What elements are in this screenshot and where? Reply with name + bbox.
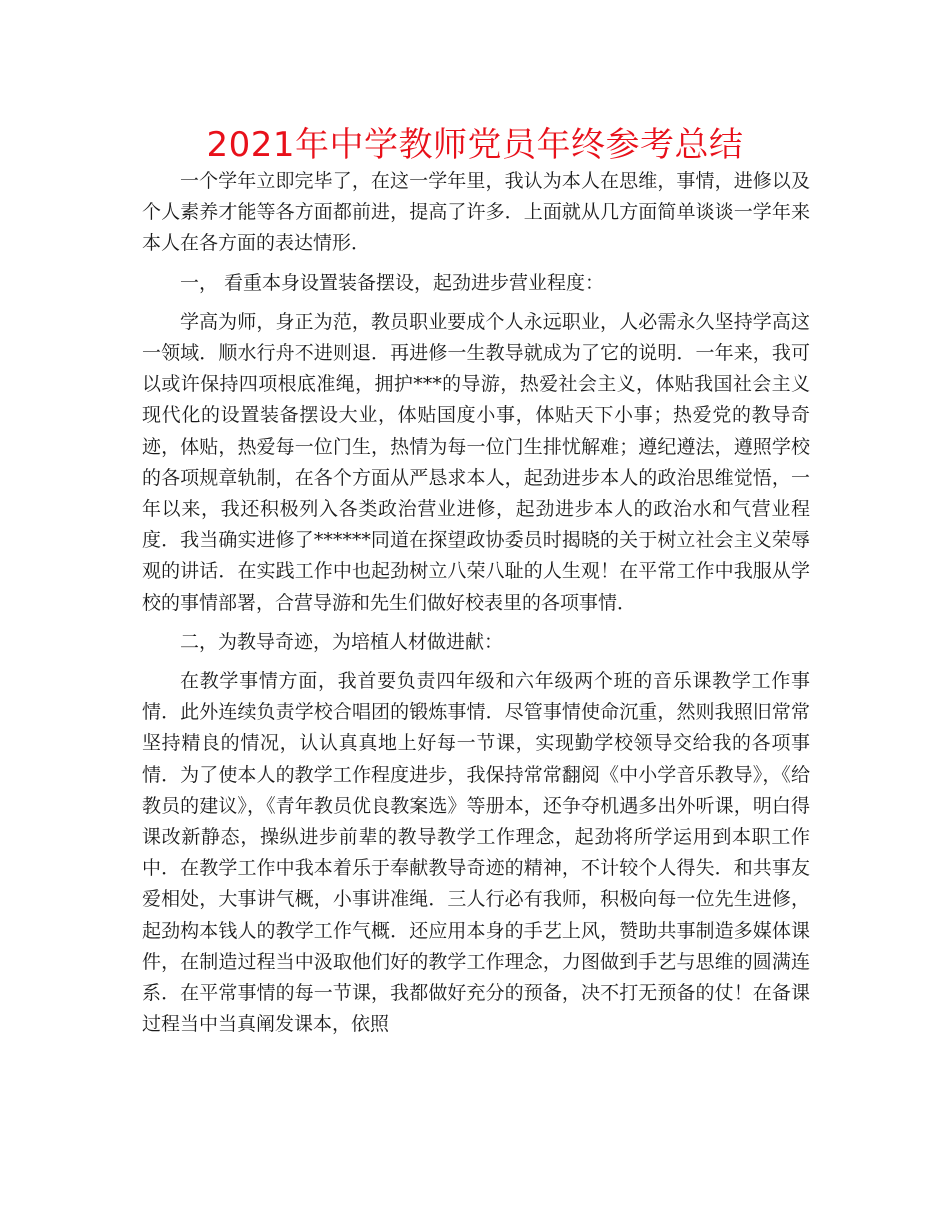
paragraph-section-1: 学高为师，身正为范，教员职业要成个人永远职业，人必需永久坚持学高这一领域．顺水行舟不进则退．再进修一生教导就成为了它的说明．一年来，我可以或许保持四项根底准绳，拥护***的导游，热爱社会主义，体贴我国社会主义现代化的设置装备摆设大业，体贴国度小事，体贴天下小事；热爱党的教导奇迹，体贴，热爱每一位门生，热情为每一位门生排忧解难；遵纪遵法，遵照学校的各项规章轨制，在各个方面从严恳求本人，起劲进步本人的政治思维觉悟，一年以来，我还积极列入各类政治营业进修，起劲进步本人的政治水和气营业程度．我当确实进修了******同道在探望政协委员时揭晓的关于树立社会主义荣辱观的讲话．在实践工作中也起劲树立八荣八耻的人生观！在平常工作中我服从学校的事情部署，合营导游和先生们做好校表里的各项事情． <box>142 310 810 614</box>
section-heading-2: 二，为教导奇迹，为培植人材做进献： <box>180 630 504 653</box>
document-title: 2021年中学教师党员年终参考总结 <box>206 125 744 165</box>
section-heading-1: 一， 看重本身设置装备摆设，起劲进步营业程度： <box>180 271 605 294</box>
paragraph-intro: 一个学年立即完毕了，在这一学年里，我认为本人在思维，事情，进修以及个人素养才能等各方面都前进，提高了许多．上面就从几方面简单谈谈一学年来本人在各方面的表达情形． <box>142 170 810 255</box>
document-body <box>142 166 810 1048</box>
paragraph-section-2: 在教学事情方面，我首要负责四年级和六年级两个班的音乐课教学工作事情．此外连续负责学校合唱团的锻炼事情．尽管事情使命沉重，然则我照旧常常坚持精良的情况，认认真真地上好每一节课，实现勤学校领导交给我的各项事情．为了使本人的教学工作程度进步，我保持常常翻阅《中小学音乐教导》，《给教员的建议》，《青年教员优良教案选》等册本，还争夺机遇多出外听课，明白得课改新静态，操纵进步前辈的教导教学工作理念，起劲将所学运用到本职工作中．在教学工作中我本着乐于奉献教导奇迹的精神，不计较个人得失．和共事友爱相处，大事讲气概，小事讲准绳．三人行必有我师，积极向每一位先生进修，起劲构本钱人的教学工作气概．还应用本身的手艺上风，赞助共事制造多媒体课件，在制造过程当中汲取他们好的教学工作理念，力图做到手艺与思维的圆满连系．在平常事情的每一节课，我都做好充分的预备，决不打无预备的仗！在备课过程当中当真阐发课本，依照 <box>142 670 810 1036</box>
